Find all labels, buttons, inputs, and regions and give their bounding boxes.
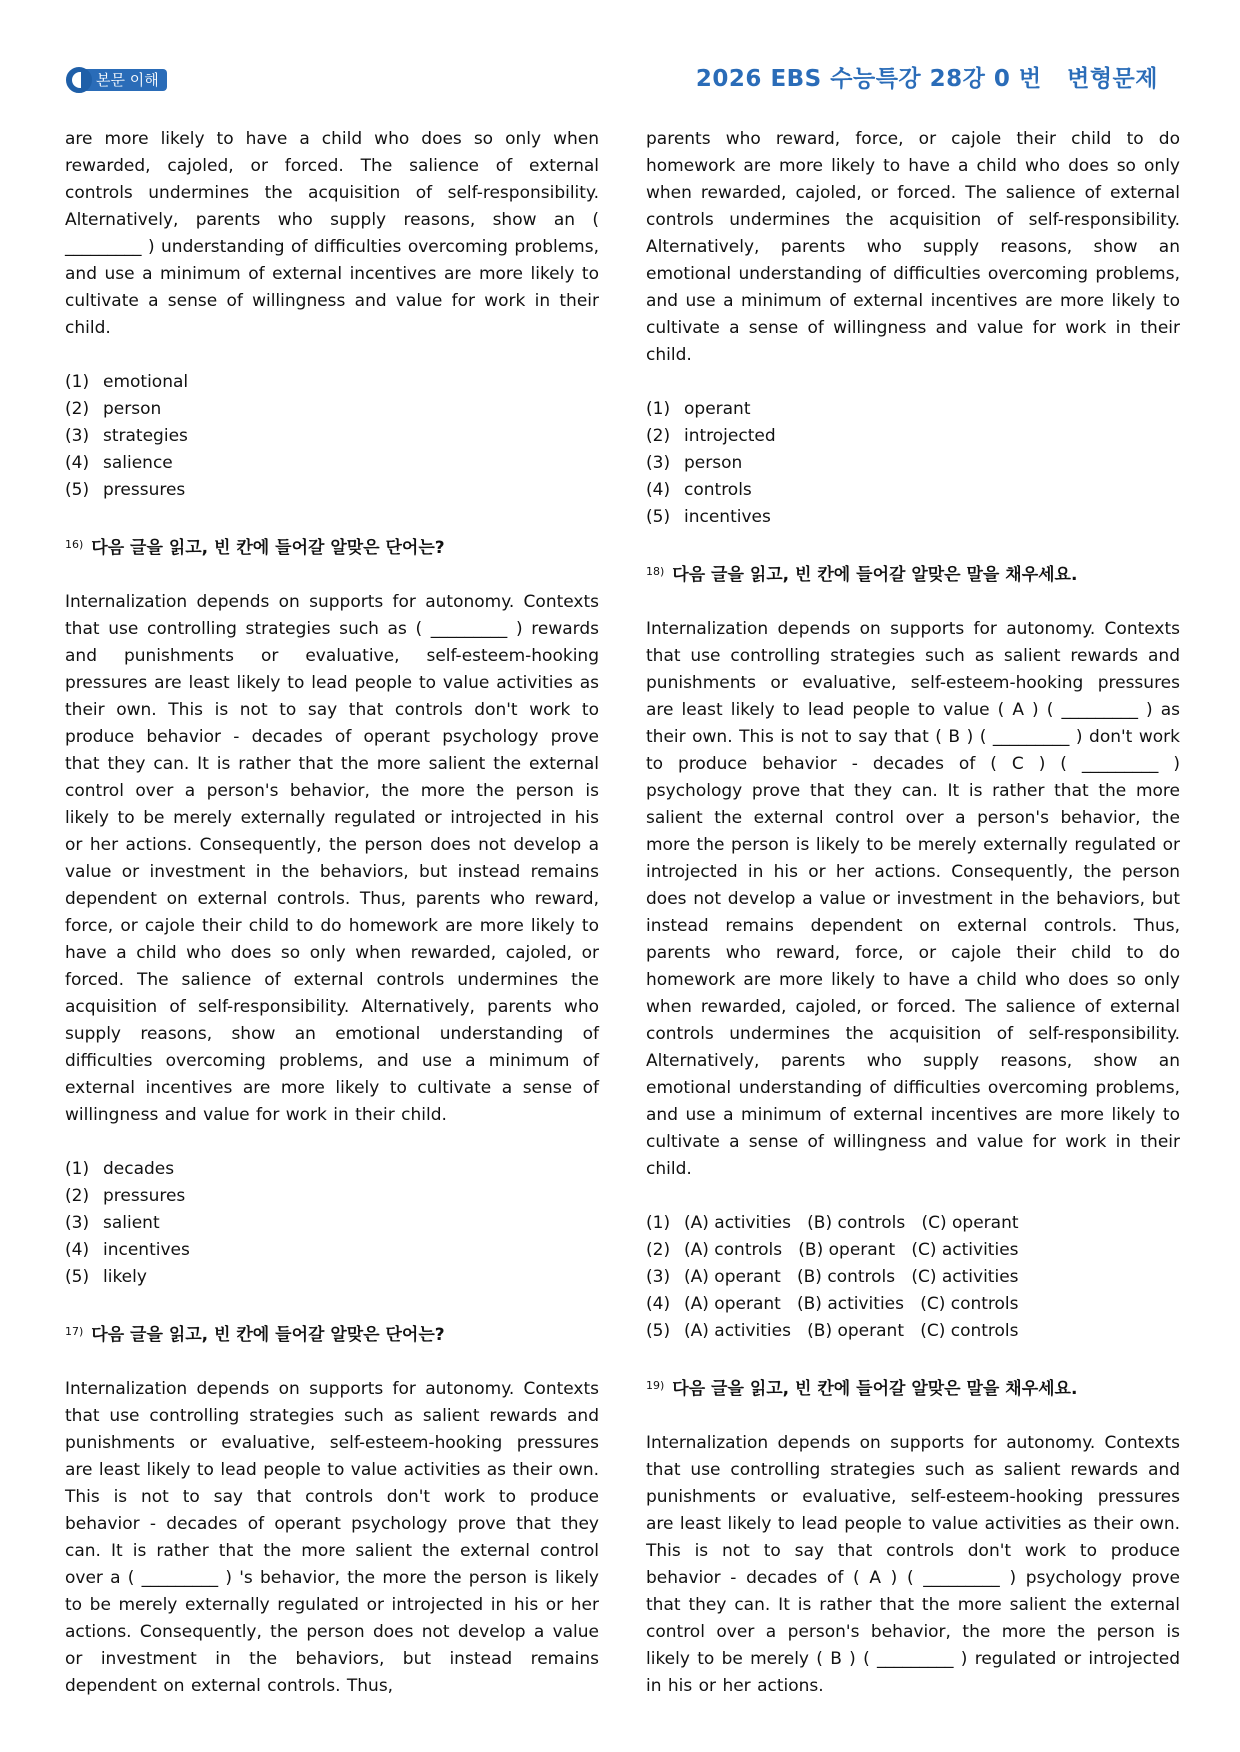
option-item: (2) introjected <box>646 426 776 446</box>
half-circle-icon <box>66 67 92 93</box>
question-16-passage: Internalization depends on supports for autonomy. Contexts that use controlling strategies such as ( _________ ) rewards and punishments or evaluative, self-esteem-hooking pressures are least likely to lead people to value activities as their own. This is not to say that controls don't work to produce behavior - decades of operant psychology prove that they can. It is rather that the more salient the external control over a person's behavior, the more the person is likely to be merely externally regulated or introjected in his or her actions. Consequently, the person does not develop a value or investment in the behaviors, but instead remains dependent on external controls. Thus, parents who reward, force, or cajole their child to do homework are more likely to have a child who does so only when rewarded, cajoled, or forced. The salience of external controls undermines the acquisition of self-responsibility. Alternatively, parents who supply reasons, show an emotional understanding of difficulties overcoming problems, and use a minimum of external incentives are more likely to cultivate a sense of willingness and value for work in their child. <box>65 592 599 1125</box>
option-item: (5) pressures <box>65 480 186 500</box>
option-item: (1) decades <box>65 1159 175 1179</box>
option-item: (2) pressures <box>65 1186 186 1206</box>
question-16-heading: $^{16)}$ 다음 글을 읽고, 빈 칸에 들어갈 알맞은 단어는? <box>65 538 445 558</box>
passage-continuation: are more likely to have a child who does so only when rewarded, cajoled, or forced. The salience of external controls undermines the acquisition of self-responsibility. Alternatively, parents who supply reasons, show an ( _________ ) understanding of difficulties overcoming problems, and use a minimum of external incentives are more likely to cultivate a sense of willingness and value for work in their child. <box>65 129 599 338</box>
option-item: (3) salient <box>65 1213 160 1233</box>
option-item: (5) incentives <box>646 507 771 527</box>
question-17-passage: Internalization depends on supports for autonomy. Contexts that use controlling strategies such as salient rewards and punishments or evaluative, self-esteem-hooking pressures are least likely to lead people to value activities as their own. This is not to say that controls don't work to produce behavior - decades of operant psychology prove that they can. It is rather that the more salient the external control over a ( _________ ) 's behavior, the more the person is likely to be merely externally regulated or introjected in his or her actions. Consequently, the person does not develop a value or investment in the behaviors, but instead remains dependent on external controls. Thus, <box>65 1379 599 1696</box>
option-item: (3) strategies <box>65 426 188 446</box>
page-header <box>0 0 1240 120</box>
option-item: (1) operant <box>646 399 751 419</box>
right-column <box>646 126 1180 1700</box>
option-item: (3) person <box>646 453 743 473</box>
option-item: (4) (A) operant (B) activities (C) controls <box>646 1294 1019 1314</box>
option-item: (5) (A) activities (B) operant (C) controls <box>646 1321 1019 1341</box>
section-badge <box>66 68 174 92</box>
option-item: (4) controls <box>646 480 752 500</box>
passage-continuation: parents who reward, force, or cajole their child to do homework are more likely to have a child who does so only when rewarded, cajoled, or forced. The salience of external controls undermines the acquisition of self-responsibility. Alternatively, parents who supply reasons, show an emotional understanding of difficulties overcoming problems, and use a minimum of external incentives are more likely to cultivate a sense of willingness and value for work in their child. <box>646 129 1180 365</box>
option-item: (1) emotional <box>65 372 189 392</box>
question-18-passage: Internalization depends on supports for autonomy. Contexts that use controlling strategies such as salient rewards and punishments or evaluative, self-esteem-hooking pressures are least likely to lead people to value ( A ) ( _________ ) as their own. This is not to say that ( B ) ( _________ ) don't work to produce behavior - decades of ( C ) ( _________ ) psychology prove that they can. It is rather that the more salient the external control over a person's behavior, the more the person is likely to be merely externally regulated or introjected in his or her actions. Consequently, the person does not develop a value or investment in the behaviors, but instead remains dependent on external controls. Thus, parents who reward, force, or cajole their child to do homework are more likely to have a child who does so only when rewarded, cajoled, or forced. The salience of external controls undermines the acquisition of self-responsibility. Alternatively, parents who supply reasons, show an emotional understanding of difficulties overcoming problems, and use a minimum of external incentives are more likely to cultivate a sense of willingness and value for work in their child. <box>646 619 1180 1179</box>
option-item: (2) (A) controls (B) operant (C) activities <box>646 1240 1019 1260</box>
badge-label: 본문 이해 <box>82 69 167 91</box>
option-item: (5) likely <box>65 1267 147 1287</box>
options-list <box>65 369 599 504</box>
page-title: 2026 EBS 수능특강 28강 0 번 변형문제 <box>695 66 1158 92</box>
question-18-options <box>646 1210 1180 1345</box>
question-17-heading: $^{17)}$ 다음 글을 읽고, 빈 칸에 들어갈 알맞은 단어는? <box>65 1325 445 1345</box>
left-column <box>65 126 599 1700</box>
option-item: (4) salience <box>65 453 173 473</box>
option-item: (2) person <box>65 399 162 419</box>
question-19-passage: Internalization depends on supports for autonomy. Contexts that use controlling strategies such as salient rewards and punishments or evaluative, self-esteem-hooking pressures are least likely to lead people to value activities as their own. This is not to say that controls don't work to produce behavior - decades of ( A ) ( _________ ) psychology prove that they can. It is rather that the more salient the external control over a person's behavior, the more the person is likely to be merely ( B ) ( _________ ) regulated or introjected in his or her actions. <box>646 1433 1180 1696</box>
question-19-heading: $^{19)}$ 다음 글을 읽고, 빈 칸에 들어갈 알맞은 말을 채우세요. <box>646 1379 1078 1399</box>
question-16-options <box>65 1156 599 1291</box>
question-18-heading: $^{18)}$ 다음 글을 읽고, 빈 칸에 들어갈 알맞은 말을 채우세요. <box>646 565 1078 585</box>
option-item: (3) (A) operant (B) controls (C) activities <box>646 1267 1019 1287</box>
option-item: (4) incentives <box>65 1240 190 1260</box>
option-item: (1) (A) activities (B) controls (C) operant <box>646 1213 1019 1233</box>
options-list <box>646 396 1180 531</box>
